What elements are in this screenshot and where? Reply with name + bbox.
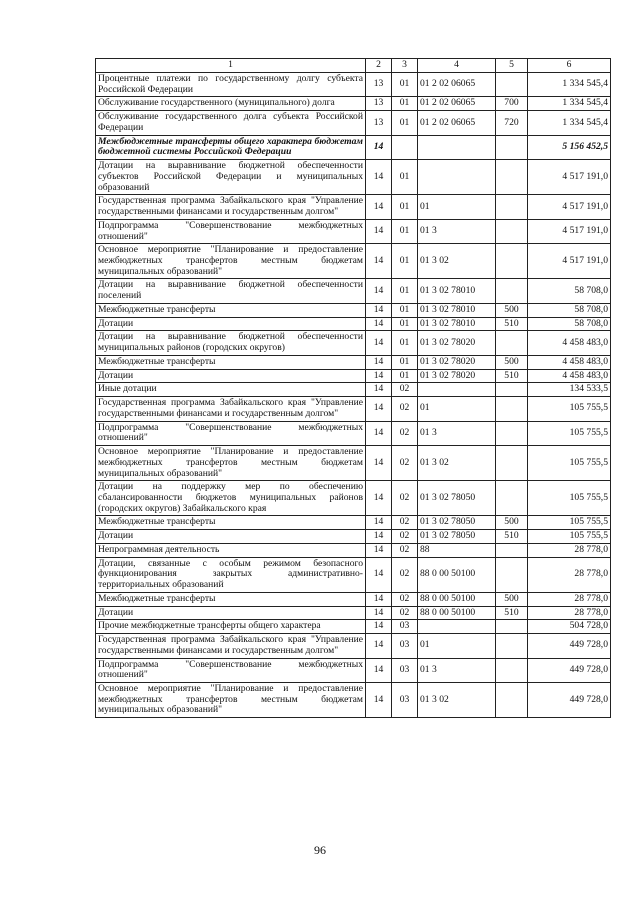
row-expense-type-cell: 720 [496, 111, 528, 135]
row-target-cell: 88 0 00 50100 [418, 606, 496, 620]
table-row [96, 606, 611, 620]
row-expense-type-cell [496, 634, 528, 658]
row-expense-type-cell [496, 446, 528, 481]
row-expense-type-cell [496, 331, 528, 355]
row-name-cell: Межбюджетные трансферты [96, 516, 366, 530]
row-name-cell: Процентные платежи по государственному долгу субъекта Российской Федерации [96, 73, 366, 97]
row-amount-cell: 28 778,0 [528, 543, 611, 557]
row-subsection-cell: 02 [392, 481, 418, 516]
row-subsection-cell: 01 [392, 219, 418, 243]
row-amount-cell: 28 778,0 [528, 606, 611, 620]
row-name-cell: Обслуживание государственного долга субъекта Российской Федерации [96, 111, 366, 135]
row-name-cell: Основное мероприятие "Планирование и предоставление межбюджетных трансфертов местным бюджетам муниципальных образований" [96, 682, 366, 717]
row-section-cell: 14 [366, 355, 392, 369]
row-name-cell: Дотации на выравнивание бюджетной обеспеченности поселений [96, 279, 366, 303]
row-section-cell: 14 [366, 634, 392, 658]
row-amount-cell: 58 708,0 [528, 303, 611, 317]
row-target-cell: 01 3 [418, 219, 496, 243]
row-subsection-cell: 01 [392, 355, 418, 369]
table-row [96, 369, 611, 383]
row-section-cell: 13 [366, 111, 392, 135]
row-target-cell: 88 [418, 543, 496, 557]
row-subsection-cell: 02 [392, 383, 418, 397]
row-section-cell: 14 [366, 557, 392, 592]
row-amount-cell: 28 778,0 [528, 557, 611, 592]
row-target-cell: 01 2 02 06065 [418, 97, 496, 111]
table-row [96, 97, 611, 111]
row-amount-cell: 504 728,0 [528, 620, 611, 634]
table-row [96, 111, 611, 135]
row-subsection-cell: 02 [392, 543, 418, 557]
row-expense-type-cell: 510 [496, 530, 528, 544]
row-subsection-cell: 03 [392, 682, 418, 717]
row-target-cell [418, 135, 496, 159]
row-expense-type-cell [496, 219, 528, 243]
row-name-cell: Дотации [96, 606, 366, 620]
table-row [96, 219, 611, 243]
row-section-cell: 14 [366, 620, 392, 634]
row-expense-type-cell: 510 [496, 317, 528, 331]
row-amount-cell: 105 755,5 [528, 421, 611, 445]
row-expense-type-cell: 510 [496, 606, 528, 620]
row-name-cell: Подпрограмма "Совершенствование межбюджетных отношений" [96, 658, 366, 682]
header-cell-2: 2 [366, 59, 392, 73]
row-section-cell: 14 [366, 516, 392, 530]
row-name-cell: Государственная программа Забайкальского края "Управление государственными финансами и государственным долгом" [96, 634, 366, 658]
row-target-cell: 88 0 00 50100 [418, 557, 496, 592]
row-section-cell: 14 [366, 135, 392, 159]
table-row [96, 244, 611, 279]
page-number: 96 [314, 843, 326, 857]
row-subsection-cell: 01 [392, 369, 418, 383]
row-subsection-cell: 03 [392, 634, 418, 658]
table-row [96, 317, 611, 331]
row-subsection-cell: 02 [392, 606, 418, 620]
row-expense-type-cell [496, 421, 528, 445]
row-amount-cell: 449 728,0 [528, 634, 611, 658]
row-section-cell: 14 [366, 481, 392, 516]
row-subsection-cell: 01 [392, 195, 418, 219]
row-target-cell: 01 3 02 78020 [418, 369, 496, 383]
row-subsection-cell: 01 [392, 317, 418, 331]
row-expense-type-cell [496, 397, 528, 421]
row-target-cell: 01 3 02 78020 [418, 331, 496, 355]
row-section-cell: 14 [366, 303, 392, 317]
table-body [96, 73, 611, 718]
row-amount-cell: 4 458 483,0 [528, 355, 611, 369]
row-section-cell: 14 [366, 658, 392, 682]
row-name-cell: Прочие межбюджетные трансферты общего характера [96, 620, 366, 634]
row-name-cell: Иные дотации [96, 383, 366, 397]
row-amount-cell: 449 728,0 [528, 658, 611, 682]
row-expense-type-cell [496, 481, 528, 516]
row-amount-cell: 58 708,0 [528, 317, 611, 331]
row-section-cell: 13 [366, 73, 392, 97]
row-subsection-cell: 01 [392, 160, 418, 195]
row-target-cell: 01 3 02 78050 [418, 530, 496, 544]
row-name-cell: Подпрограмма "Совершенствование межбюджетных отношений" [96, 421, 366, 445]
table-row [96, 279, 611, 303]
row-section-cell: 14 [366, 219, 392, 243]
row-amount-cell: 4 517 191,0 [528, 160, 611, 195]
row-target-cell: 01 3 02 [418, 446, 496, 481]
row-name-cell: Обслуживание государственного (муниципального) долга [96, 97, 366, 111]
table-row [96, 331, 611, 355]
row-expense-type-cell: 500 [496, 303, 528, 317]
row-amount-cell: 449 728,0 [528, 682, 611, 717]
row-amount-cell: 105 755,5 [528, 516, 611, 530]
row-target-cell: 01 3 02 78010 [418, 317, 496, 331]
row-expense-type-cell [496, 279, 528, 303]
row-section-cell: 14 [366, 543, 392, 557]
row-target-cell: 01 2 02 06065 [418, 111, 496, 135]
budget-table [95, 58, 611, 718]
row-expense-type-cell [496, 135, 528, 159]
row-expense-type-cell [496, 543, 528, 557]
row-name-cell: Межбюджетные трансферты [96, 592, 366, 606]
row-target-cell: 01 3 02 78020 [418, 355, 496, 369]
row-name-cell: Государственная программа Забайкальского края "Управление государственными финансами и государственным долгом" [96, 195, 366, 219]
row-expense-type-cell: 700 [496, 97, 528, 111]
row-expense-type-cell: 500 [496, 592, 528, 606]
row-expense-type-cell [496, 244, 528, 279]
header-cell-1: 1 [96, 59, 366, 73]
row-subsection-cell: 02 [392, 397, 418, 421]
row-subsection-cell: 01 [392, 331, 418, 355]
row-amount-cell: 1 334 545,4 [528, 73, 611, 97]
row-amount-cell: 4 458 483,0 [528, 369, 611, 383]
row-amount-cell: 134 533,5 [528, 383, 611, 397]
row-expense-type-cell [496, 682, 528, 717]
row-subsection-cell: 02 [392, 557, 418, 592]
row-amount-cell: 28 778,0 [528, 592, 611, 606]
row-section-cell: 14 [366, 383, 392, 397]
row-target-cell: 01 [418, 195, 496, 219]
row-subsection-cell: 03 [392, 620, 418, 634]
row-amount-cell: 105 755,5 [528, 397, 611, 421]
row-name-cell: Подпрограмма "Совершенствование межбюджетных отношений" [96, 219, 366, 243]
table-row [96, 383, 611, 397]
row-subsection-cell: 01 [392, 303, 418, 317]
row-amount-cell: 4 517 191,0 [528, 195, 611, 219]
row-subsection-cell: 01 [392, 279, 418, 303]
row-section-cell: 14 [366, 317, 392, 331]
row-name-cell: Межбюджетные трансферты общего характера бюджетам бюджетной системы Российской Федерации [96, 135, 366, 159]
row-name-cell: Межбюджетные трансферты [96, 355, 366, 369]
row-target-cell: 01 3 [418, 421, 496, 445]
row-name-cell: Дотации [96, 317, 366, 331]
row-name-cell: Дотации [96, 530, 366, 544]
row-section-cell: 14 [366, 244, 392, 279]
row-amount-cell: 105 755,5 [528, 481, 611, 516]
table-row [96, 73, 611, 97]
header-cell-5: 5 [496, 59, 528, 73]
row-target-cell: 01 3 02 78050 [418, 516, 496, 530]
row-name-cell: Основное мероприятие "Планирование и предоставление межбюджетных трансфертов местным бюджетам муниципальных образований" [96, 446, 366, 481]
header-cell-4: 4 [418, 59, 496, 73]
row-target-cell: 01 3 02 [418, 682, 496, 717]
table-row [96, 397, 611, 421]
row-expense-type-cell [496, 620, 528, 634]
row-expense-type-cell [496, 383, 528, 397]
table-row [96, 421, 611, 445]
row-amount-cell: 5 156 452,5 [528, 135, 611, 159]
row-target-cell: 01 2 02 06065 [418, 73, 496, 97]
row-name-cell: Основное мероприятие "Планирование и предоставление межбюджетных трансфертов местным бюджетам муниципальных образований" [96, 244, 366, 279]
header-cell-6: 6 [528, 59, 611, 73]
row-target-cell: 01 3 02 78050 [418, 481, 496, 516]
header-row [96, 59, 611, 73]
row-subsection-cell: 01 [392, 111, 418, 135]
row-name-cell: Дотации на выравнивание бюджетной обеспеченности субъектов Российской Федерации и муниципальных образований [96, 160, 366, 195]
table-row [96, 592, 611, 606]
table-row [96, 620, 611, 634]
row-target-cell [418, 620, 496, 634]
row-target-cell: 01 3 02 78010 [418, 279, 496, 303]
row-target-cell: 01 3 02 [418, 244, 496, 279]
row-subsection-cell: 01 [392, 97, 418, 111]
table-row [96, 557, 611, 592]
table-row [96, 195, 611, 219]
row-subsection-cell: 02 [392, 516, 418, 530]
row-expense-type-cell [496, 160, 528, 195]
table-row [96, 530, 611, 544]
row-subsection-cell: 02 [392, 592, 418, 606]
row-expense-type-cell [496, 195, 528, 219]
table-row [96, 682, 611, 717]
table-row [96, 303, 611, 317]
row-section-cell: 14 [366, 592, 392, 606]
row-section-cell: 14 [366, 682, 392, 717]
row-target-cell [418, 383, 496, 397]
row-name-cell: Дотации на выравнивание бюджетной обеспеченности муниципальных районов (городских округов) [96, 331, 366, 355]
row-amount-cell: 58 708,0 [528, 279, 611, 303]
row-target-cell: 01 [418, 634, 496, 658]
table-row [96, 543, 611, 557]
table-row [96, 160, 611, 195]
row-amount-cell: 4 517 191,0 [528, 244, 611, 279]
row-section-cell: 14 [366, 606, 392, 620]
row-amount-cell: 4 458 483,0 [528, 331, 611, 355]
row-amount-cell: 4 517 191,0 [528, 219, 611, 243]
row-section-cell: 14 [366, 446, 392, 481]
row-expense-type-cell [496, 658, 528, 682]
row-target-cell: 01 3 02 78010 [418, 303, 496, 317]
table-row [96, 658, 611, 682]
row-subsection-cell: 02 [392, 530, 418, 544]
row-expense-type-cell [496, 73, 528, 97]
row-expense-type-cell [496, 557, 528, 592]
row-section-cell: 14 [366, 331, 392, 355]
row-target-cell: 88 0 00 50100 [418, 592, 496, 606]
row-name-cell: Непрограммная деятельность [96, 543, 366, 557]
row-amount-cell: 105 755,5 [528, 446, 611, 481]
row-subsection-cell [392, 135, 418, 159]
row-section-cell: 14 [366, 279, 392, 303]
header-cell-3: 3 [392, 59, 418, 73]
row-name-cell: Межбюджетные трансферты [96, 303, 366, 317]
row-name-cell: Дотации, связанные с особым режимом безопасного функционирования закрытых административно-территориальных образований [96, 557, 366, 592]
table-row [96, 481, 611, 516]
row-section-cell: 14 [366, 195, 392, 219]
row-subsection-cell: 01 [392, 73, 418, 97]
row-section-cell: 14 [366, 421, 392, 445]
row-subsection-cell: 02 [392, 421, 418, 445]
row-amount-cell: 1 334 545,4 [528, 111, 611, 135]
row-name-cell: Дотации [96, 369, 366, 383]
table-row [96, 516, 611, 530]
row-section-cell: 14 [366, 160, 392, 195]
row-section-cell: 14 [366, 530, 392, 544]
table-row [96, 135, 611, 159]
row-name-cell: Дотации на поддержку мер по обеспечению сбалансированности бюджетов муниципальных районов (городских округов) Забайкальского края [96, 481, 366, 516]
table-row [96, 446, 611, 481]
row-name-cell: Государственная программа Забайкальского края "Управление государственными финансами и государственным долгом" [96, 397, 366, 421]
row-target-cell [418, 160, 496, 195]
row-target-cell: 01 [418, 397, 496, 421]
row-section-cell: 14 [366, 397, 392, 421]
row-amount-cell: 105 755,5 [528, 530, 611, 544]
row-expense-type-cell: 500 [496, 355, 528, 369]
row-subsection-cell: 01 [392, 244, 418, 279]
row-target-cell: 01 3 [418, 658, 496, 682]
table-row [96, 634, 611, 658]
table-row [96, 355, 611, 369]
row-section-cell: 14 [366, 369, 392, 383]
row-subsection-cell: 03 [392, 658, 418, 682]
row-subsection-cell: 02 [392, 446, 418, 481]
row-expense-type-cell: 500 [496, 516, 528, 530]
row-section-cell: 13 [366, 97, 392, 111]
row-expense-type-cell: 510 [496, 369, 528, 383]
row-amount-cell: 1 334 545,4 [528, 97, 611, 111]
